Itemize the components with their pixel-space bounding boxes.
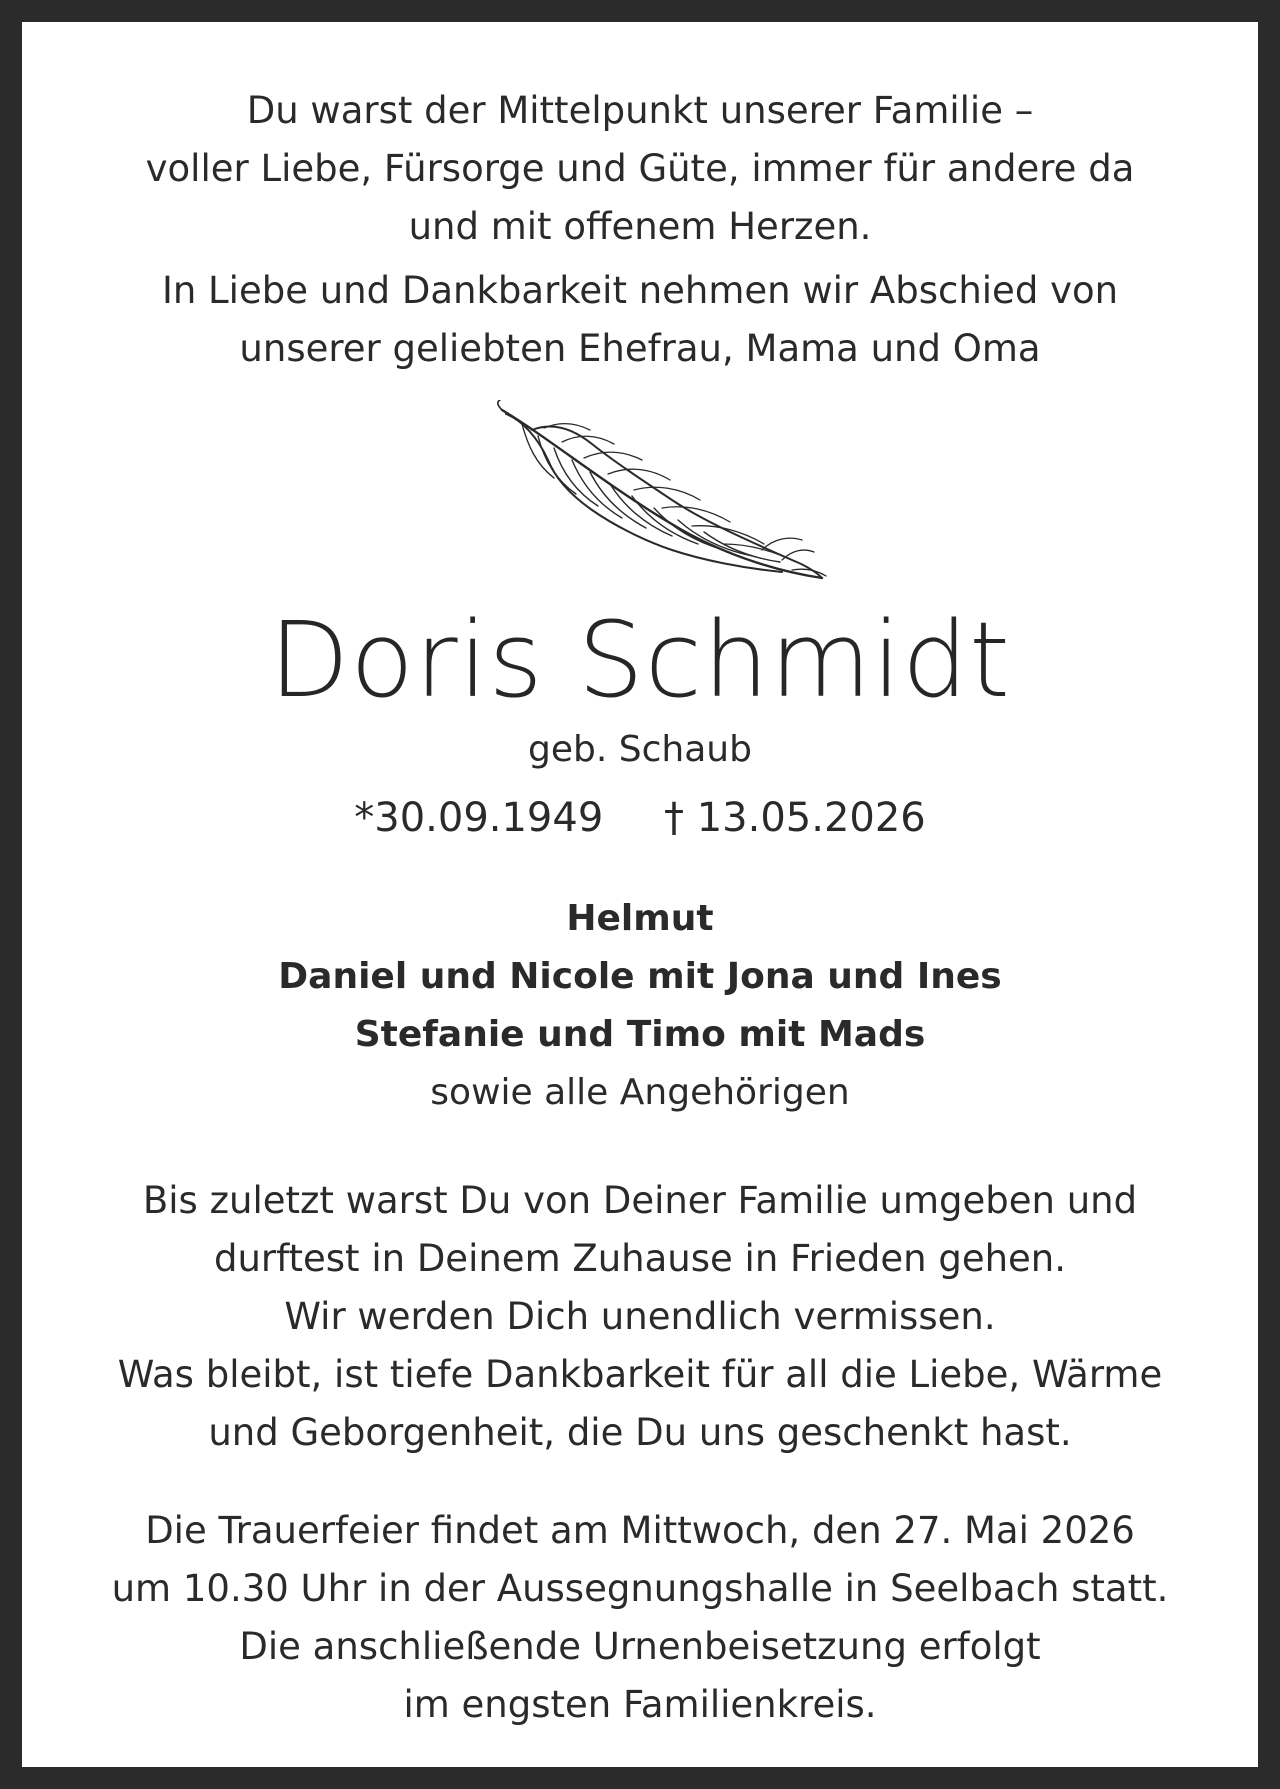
intro-text — [22, 82, 1258, 256]
other-relatives: sowie alle Angehörigen — [430, 1072, 850, 1113]
farewell-line: unserer geliebten Ehefrau, Mama und Oma — [239, 327, 1041, 370]
service-line: um 10.30 Uhr in der Aussegnungshalle in Seelbach statt. — [111, 1567, 1169, 1610]
mourners-list — [22, 890, 1258, 1122]
farewell-text — [22, 262, 1258, 378]
service-line: im engsten Familienkreis. — [403, 1683, 877, 1726]
mourner-line: Helmut — [566, 898, 714, 939]
closing-line: Wir werden Dich unendlich vermissen. — [284, 1295, 996, 1338]
deceased-name: Doris Schmidt — [269, 599, 1011, 721]
closing-text — [22, 1172, 1258, 1462]
closing-line: durftest in Deinem Zuhause in Frieden gehen. — [213, 1237, 1067, 1280]
maiden-name: geb. Schaub — [528, 729, 752, 770]
feather-icon — [492, 400, 852, 620]
intro-line: Du warst der Mittelpunkt unserer Familie – — [246, 89, 1034, 132]
service-info — [22, 1502, 1258, 1734]
birth-date: *30.09.1949 — [354, 795, 604, 841]
life-dates — [22, 792, 1258, 844]
closing-line: Bis zuletzt warst Du von Deiner Familie umgeben und — [142, 1179, 1138, 1222]
service-line: Die Trauerfeier findet am Mittwoch, den 27. Mai 2026 — [145, 1509, 1135, 1552]
mourner-line: Stefanie und Timo mit Mads — [354, 1014, 926, 1055]
closing-line: und Geborgenheit, die Du uns geschenkt hast. — [208, 1411, 1072, 1454]
death-date: † 13.05.2026 — [664, 795, 926, 841]
service-line: Die anschließende Urnenbeisetzung erfolgt — [239, 1625, 1041, 1668]
intro-line: und mit offenem Herzen. — [408, 205, 872, 248]
mourner-line: Daniel und Nicole mit Jona und Ines — [278, 956, 1002, 997]
farewell-line: In Liebe und Dankbarkeit nehmen wir Abschied von — [161, 269, 1119, 312]
intro-line: voller Liebe, Fürsorge und Güte, immer für andere da — [145, 147, 1135, 190]
closing-line: Was bleibt, ist tiefe Dankbarkeit für all die Liebe, Wärme — [117, 1353, 1163, 1396]
